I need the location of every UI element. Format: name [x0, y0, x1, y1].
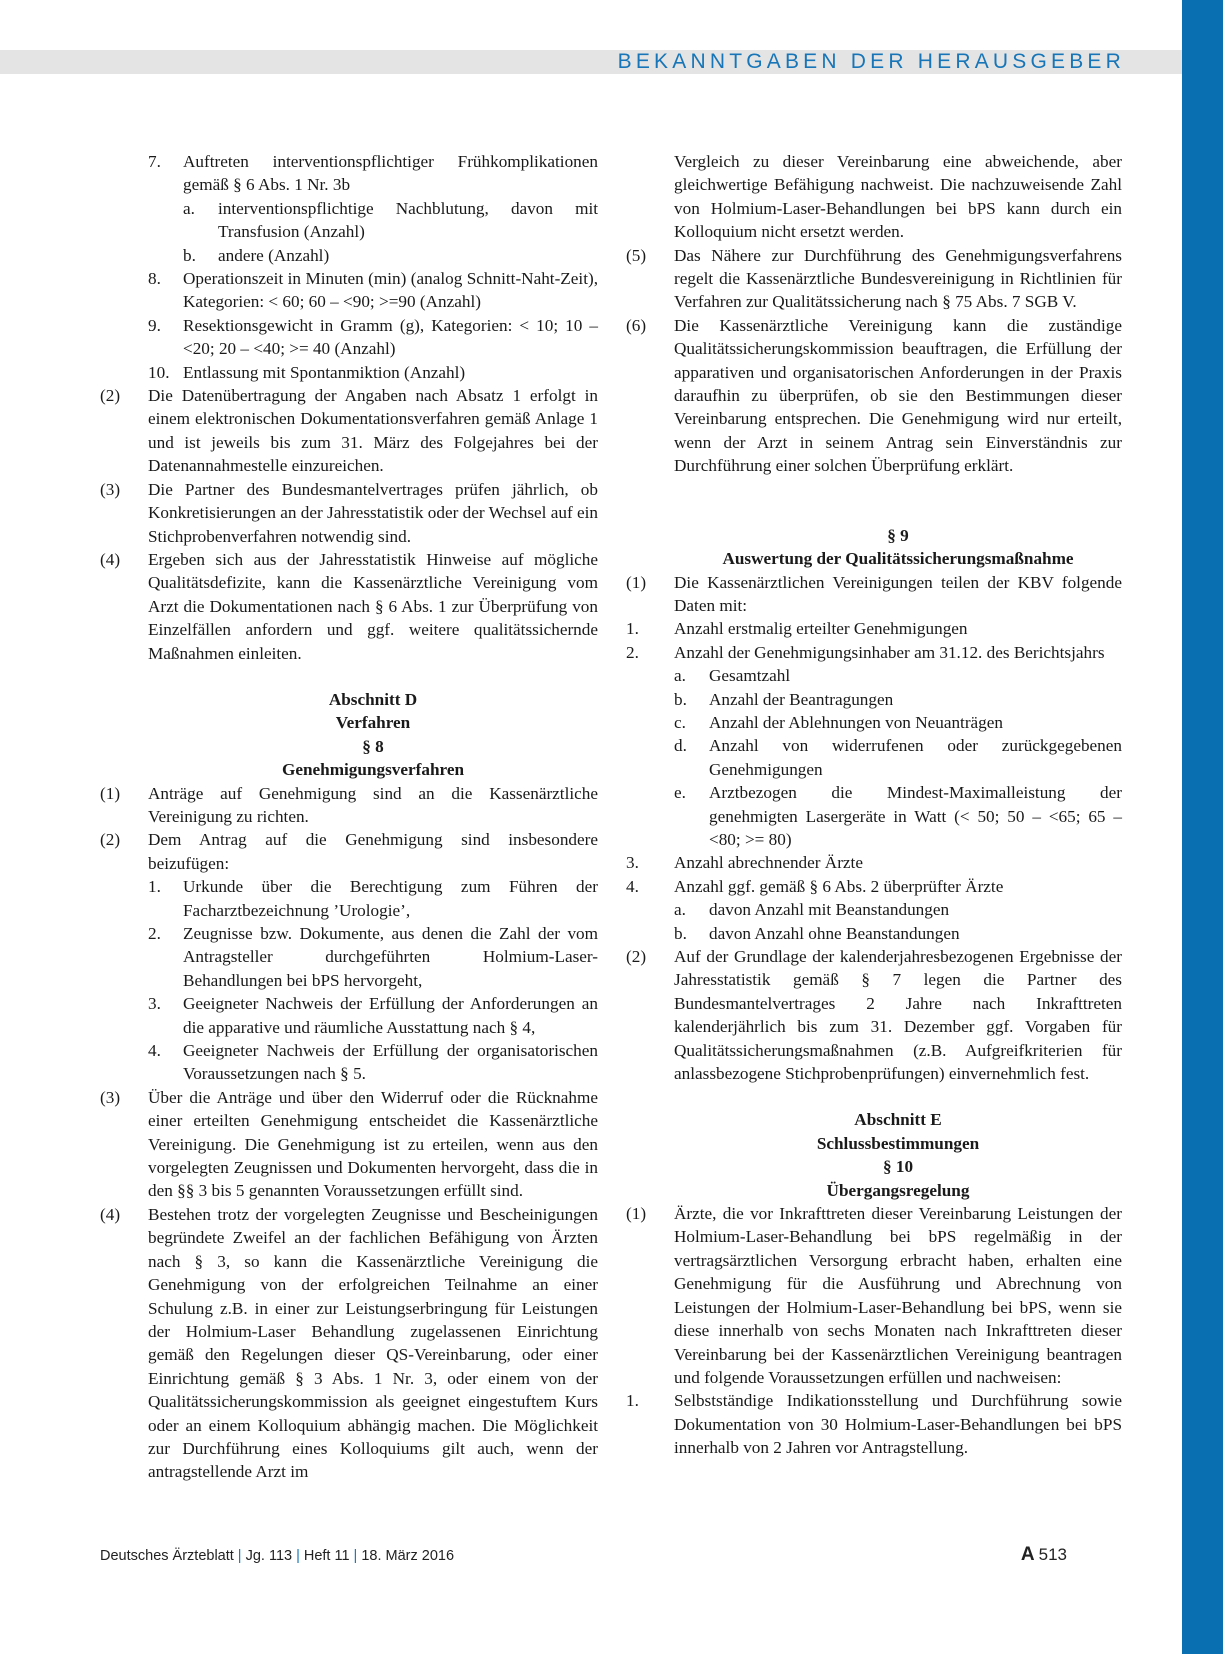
item-text: davon Anzahl ohne Beanstandungen [709, 923, 960, 943]
paragraph-item [100, 782, 598, 829]
item-text: Entlassung mit Spontanmiktion (Anzahl) [183, 362, 466, 382]
list-item [626, 641, 1122, 664]
section-heading-title: Schlussbestimmungen [816, 1133, 980, 1153]
item-text: Selbstständige Indikationsstellung und Durchführung sowie Dokumentation von 30 Holmium-Laser-Behandlungen bei bPS innerhalb von 2 Jahren vor Antragstellung. [674, 1391, 1122, 1458]
item-text: Geeigneter Nachweis der Erfüllung der Anforderungen an die apparative und räumliche Ausstattung nach § 4, [183, 994, 598, 1037]
page-number: 513 [1038, 1545, 1067, 1564]
paragraph-heading-number: § 9 [887, 525, 909, 545]
list-item [626, 898, 1122, 921]
list-item [100, 314, 598, 361]
list-item [100, 361, 598, 384]
journal-issue: Heft 11 [303, 1548, 350, 1564]
paragraph-text: Dem Antrag auf die Genehmigung sind insbesondere beizufügen: [148, 830, 598, 873]
list-item [626, 922, 1122, 945]
item-text: Arztbezogen die Mindest-Maximalleistung der genehmigten Lasergeräte in Watt (< 50; 50 – <65; 65 – <80; >= 80) [709, 783, 1122, 849]
spacer [626, 478, 1122, 501]
paragraph-text: Das Nähere zur Durchführung des Genehmigungsverfahrens regelt die Kassenärztliche Bundesvereinigung in Richtlinien für Verfahren zur Qualitätssicherung nach § 75 Abs. 7 SGB V. [674, 245, 1122, 312]
right-column [626, 150, 1122, 1460]
item-text: Anzahl von widerrufenen oder zurückgegebenen Genehmigungen [709, 736, 1122, 779]
paragraph-item [100, 384, 598, 478]
item-text: Anzahl der Beantragungen [709, 689, 894, 709]
item-text: Anzahl ggf. gemäß § 6 Abs. 2 überprüfter Ärzte [674, 876, 1004, 896]
paragraph-item [626, 1202, 1122, 1389]
item-text: Auftreten interventionspflichtiger Frühkomplikationen gemäß § 6 Abs. 1 Nr. 3b [183, 152, 598, 195]
list-item [626, 617, 1122, 640]
item-text: Anzahl erstmalig erteilter Genehmigungen [674, 619, 968, 639]
paragraph-text: Auf der Grundlage der kalenderjahresbezogenen Ergebnisse der Jahresstatistik gemäß § 7 legen die Partner des Bundesmantelvertrages 2 Jahre nach Inkrafttreten kalenderjährlich bis zum 31. Dezember ggf. Vorgaben für Qualitätssicherungsmaßnahmen (z.B. Aufgreifkriterien für anlassbezogene Stichprobenprüfungen) einvernehmlich fest. [674, 947, 1122, 1084]
paragraph-number: (3) [100, 479, 121, 499]
list-item [100, 922, 598, 992]
paragraph-item [100, 1203, 598, 1484]
item-text: Anzahl abrechnender Ärzte [674, 853, 863, 873]
list-item [100, 875, 598, 922]
item-text: Operationszeit in Minuten (min) (analog Schnitt-Naht-Zeit), Kategorien: < 60; 60 – <90; >=90 (Anzahl) [183, 269, 598, 312]
left-column [100, 150, 598, 1484]
section-heading-abschnitt: Abschnitt D [328, 689, 418, 709]
paragraph-item [626, 314, 1122, 478]
item-number: 8. [148, 269, 161, 289]
list-item [626, 734, 1122, 781]
issue-date: 18. März 2016 [361, 1548, 455, 1564]
page-number-block [1021, 1544, 1067, 1566]
list-item [100, 1039, 598, 1086]
spacer [626, 1085, 1122, 1108]
paragraph-heading-title: Auswertung der Qualitätssicherungsmaßnahme [722, 549, 1074, 569]
footer-citation [100, 1548, 454, 1564]
item-text: Anzahl der Ablehnungen von Neuanträgen [709, 712, 1003, 732]
paragraph-number: (1) [626, 1204, 647, 1224]
item-text: Geeigneter Nachweis der Erfüllung der organisatorischen Voraussetzungen nach § 5. [183, 1041, 598, 1084]
list-item [626, 711, 1122, 734]
journal-volume: Jg. 113 [245, 1548, 293, 1564]
list-item [100, 244, 598, 267]
item-text: interventionspflichtige Nachblutung, davon mit Transfusion (Anzahl) [218, 198, 598, 242]
item-text: Resektionsgewicht in Gramm (g), Kategorien: < 10; 10 – <20; 20 – <40; >= 40 (Anzahl) [183, 315, 598, 359]
journal-name: Deutsches Ärzteblatt [100, 1548, 234, 1564]
item-number: e. [674, 783, 686, 803]
list-item [626, 664, 1122, 687]
item-number: 4. [148, 1041, 161, 1061]
item-number: a. [183, 198, 195, 218]
list-item [626, 781, 1122, 851]
item-number: 1. [148, 877, 161, 897]
list-item [100, 197, 598, 244]
paragraph-continuation: Vergleich zu dieser Vereinbarung eine abweichende, aber gleichwertige Befähigung nachweist. Die nachzuweisende Zahl von Holmium-Laser-Behandlungen bei bPS kann durch ein Kolloquium nicht ersetzt werden. [674, 152, 1122, 242]
paragraph-number: (1) [626, 572, 647, 592]
footer-separator: | [237, 1548, 242, 1564]
item-text: andere (Anzahl) [218, 245, 330, 265]
item-number: b. [183, 245, 196, 265]
section-heading-title: Verfahren [335, 713, 411, 733]
item-text: Anzahl der Genehmigungsinhaber am 31.12. des Berichtsjahrs [674, 642, 1105, 662]
item-number: d. [674, 736, 687, 756]
paragraph-item [626, 945, 1122, 1085]
page-prefix: A [1020, 1544, 1035, 1565]
paragraph-number: (4) [100, 549, 121, 569]
item-number: b. [674, 923, 687, 943]
list-item [626, 875, 1122, 898]
paragraph-item [100, 828, 598, 875]
item-number: a. [674, 900, 686, 920]
item-number: 4. [626, 876, 639, 896]
item-number: 3. [626, 853, 639, 873]
item-number: 2. [148, 924, 161, 943]
section-heading-abschnitt: Abschnitt E [854, 1110, 942, 1130]
paragraph-text: Die Datenübertragung der Angaben nach Absatz 1 erfolgt in einem elektronischen Dokumentationsverfahren gemäß Anlage 1 und ist jeweils bis zum 31. März des Folgejahres bei der Datenannahmestelle einzureichen. [148, 386, 598, 476]
item-number: 9. [148, 315, 161, 335]
paragraph-text: Ergeben sich aus der Jahresstatistik Hinweise auf mögliche Qualitätsdefizite, kann die Kassenärztliche Vereinigung vom Arzt die Dokumentationen nach § 6 Abs. 1 zur Überprüfung von Einzelfällen anfordern und ggf. weitere qualitätssichernde Maßnahmen einleiten. [148, 549, 598, 663]
item-text: Zeugnisse bzw. Dokumente, aus denen die Zahl der vom Antragsteller durchgeführten Holmium-Laser-Behandlungen bei bPS hervorgeht, [183, 924, 598, 990]
paragraph-heading-number: § 8 [362, 736, 384, 756]
paragraph-number: (2) [100, 386, 121, 406]
item-number: 7. [148, 152, 161, 171]
item-number: 1. [626, 619, 639, 639]
footer-separator: | [296, 1548, 300, 1564]
footer-separator: | [353, 1548, 358, 1564]
item-text: Gesamtzahl [709, 666, 791, 686]
paragraph-text: Die Kassenärztliche Vereinigung kann die zuständige Qualitätssicherungskommission beauftragen, die Erfüllung der apparativen und organisatorischen Anforderungen in der Praxis daraufhin zu überprüfen, ob sie den Bestimmungen dieser Vereinbarung entsprechen. Die Genehmigung wird nur erteilt, wenn der Arzt in seinem Antrag sein Einverständnis zur Durchführung einer solchen Überprüfung erklärt. [674, 315, 1122, 476]
paragraph-number: (4) [100, 1204, 121, 1224]
paragraph-item [100, 548, 598, 665]
list-item [100, 267, 598, 314]
paragraph-heading-number: § 10 [882, 1157, 914, 1177]
paragraph-number: (2) [626, 947, 647, 966]
list-item [100, 150, 598, 197]
list-item [626, 851, 1122, 874]
paragraph-item [100, 478, 598, 548]
item-number: 1. [626, 1391, 639, 1411]
item-number: 2. [626, 642, 639, 662]
paragraph-text: Bestehen trotz der vorgelegten Zeugnisse und Bescheinigungen begründete Zweifel an der fachlichen Befähigung von Ärzten nach § 3, so kann die Kassenärztliche Vereinigung die Genehmigung von der erfolgreichen Teilnahme an einer Schulung z.B. in einer zur Leistungserbringung für Leistungen der Holmium-Laser Behandlung zugelassenen Einrichtung gemäß den Regelungen dieser QS-Vereinbarung, oder einer Einrichtung gemäß § 3 Abs. 1 Nr. 3, oder einem von der Qualitätssicherungskommission als geeignet eingestuftem Kurs oder an einem Kolloquium abhängig machen. Die Möglichkeit zur Durchführung eines Kolloquiums gilt auch, wenn der antragstellende Arzt im [148, 1204, 598, 1482]
item-text: davon Anzahl mit Beanstandungen [709, 900, 950, 920]
paragraph-number: (1) [100, 783, 121, 803]
item-number: c. [674, 712, 686, 732]
paragraph-item [626, 244, 1122, 314]
paragraph-text: Über die Anträge und über den Widerruf oder die Rücknahme einer erteilten Genehmigung entscheidet die Kassenärztliche Vereinigung. Die Genehmigung ist zu erteilen, wenn aus den vorgelegten Zeugnissen und Dokumenten hervorgeht, dass die in den §§ 3 bis 5 genannten Voraussetzungen erfüllt sind. [148, 1087, 598, 1201]
paragraph-item [626, 571, 1122, 618]
item-text: Urkunde über die Berechtigung zum Führen der Facharztbezeichnung ’Urologie’, [183, 877, 598, 920]
side-color-bar [1182, 0, 1223, 1654]
paragraph-number: (2) [100, 830, 121, 850]
paragraph-number: (5) [626, 245, 647, 265]
spacer [626, 501, 1122, 524]
item-number: b. [674, 689, 687, 709]
list-item [626, 688, 1122, 711]
paragraph-number: (3) [100, 1087, 121, 1107]
section-header-title: BEKANNTGABEN DER HERAUSGEBER [617, 50, 1125, 73]
paragraph-item [100, 1086, 598, 1203]
paragraph-text: Ärzte, die vor Inkrafttreten dieser Vereinbarung Leistungen der Holmium-Laser-Behandlung bei bPS regelmäßig in der vertragsärztlichen Versorgung erbracht haben, erhalten eine Genehmigung für die Ausführung und Abrechnung von Leistungen der Holmium-Laser-Behandlung bei bPS, wenn sie diese innerhalb von sechs Monaten nach Inkrafttreten dieser Vereinbarung bei der Kassenärztlichen Vereinigung beantragen und folgende Voraussetzungen erfüllen und nachweisen: [674, 1204, 1122, 1387]
paragraph-text: Anträge auf Genehmigung sind an die Kassenärztliche Vereinigung zu richten. [148, 783, 598, 826]
paragraph-text: Die Kassenärztlichen Vereinigungen teilen der KBV folgende Daten mit: [674, 572, 1122, 615]
paragraph-heading-title: Genehmigungsverfahren [281, 760, 465, 780]
item-number: a. [674, 666, 686, 686]
paragraph-number: (6) [626, 315, 647, 335]
item-number: 3. [148, 994, 161, 1014]
paragraph-heading-title: Übergangsregelung [826, 1180, 970, 1200]
list-item [626, 1389, 1122, 1459]
item-number: 10. [148, 362, 170, 382]
list-item [100, 992, 598, 1039]
paragraph-text: Die Partner des Bundesmantelvertrages prüfen jährlich, ob Konkretisierungen an der Jahresstatistik oder der Wechsel auf ein Stichprobenverfahren notwendig sind. [148, 479, 598, 546]
spacer [100, 665, 598, 688]
